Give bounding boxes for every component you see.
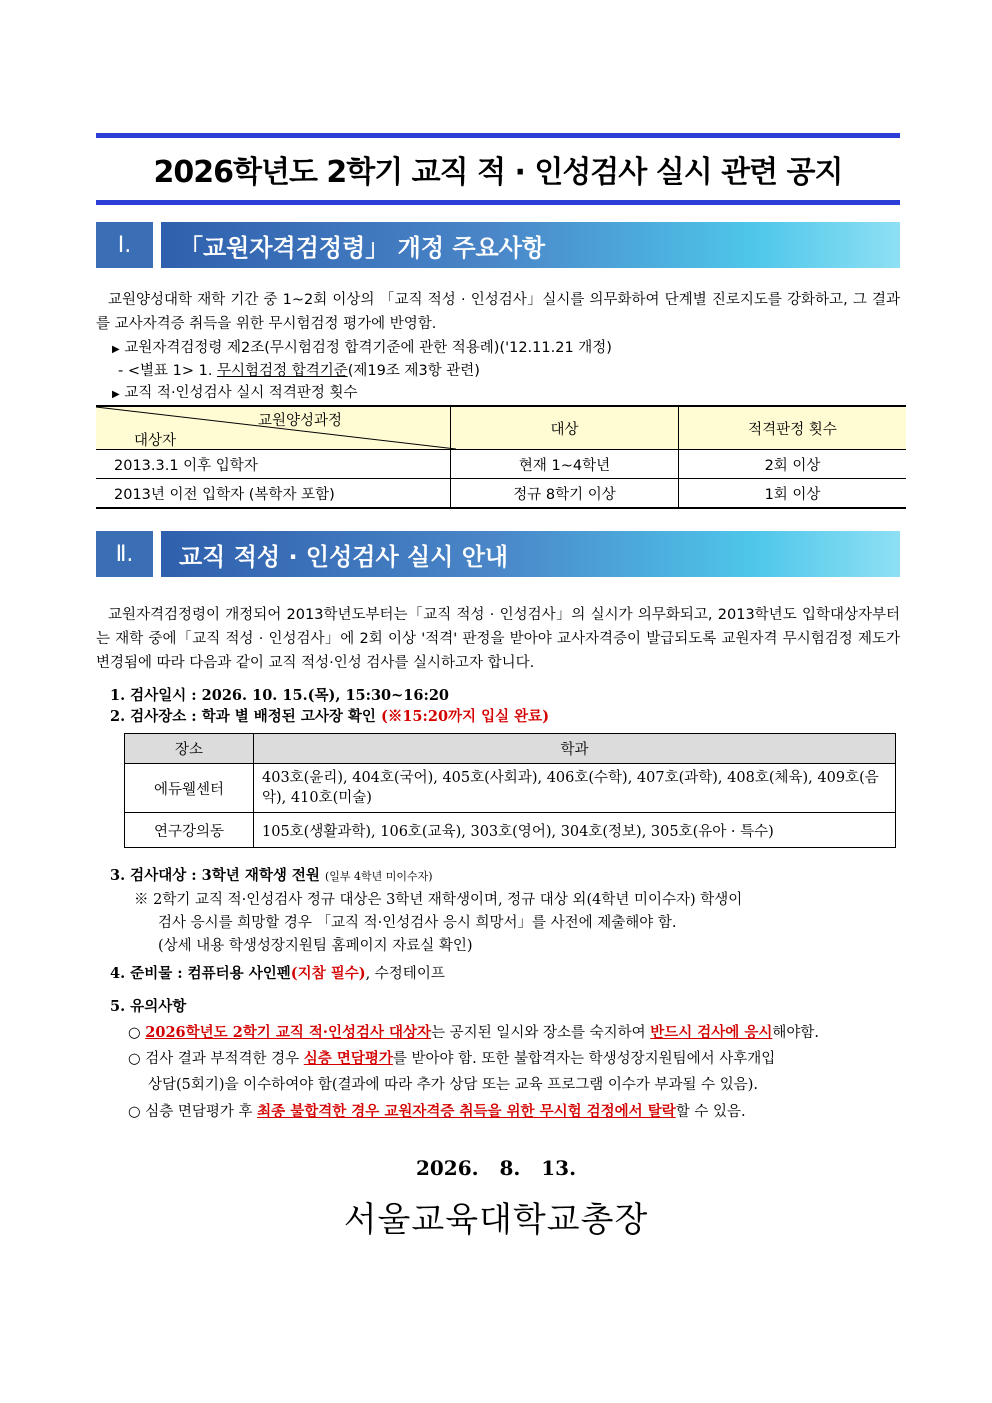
item5-cautions: 5. 유의사항 <box>110 998 187 1015</box>
table-cell: 403호(윤리), 404호(국어), 405호(사회과), 406호(수학), 407호(과학), 408호(체육), 409호(음악), 410호(미술) <box>254 764 896 813</box>
table-corner-cell <box>96 406 451 450</box>
table-cell: 2013년 이전 입학자 (복학자 포함) <box>96 479 451 509</box>
section2-header <box>96 531 900 577</box>
triangle-bullet-icon: ▶ <box>112 344 120 355</box>
header-target: 대상 <box>451 406 679 450</box>
section1-number: Ⅰ. <box>96 222 153 268</box>
item1-schedule: 1. 검사일시 : 2026. 10. 15.(목), 15:30~16:20 <box>110 687 450 704</box>
caution3-b: 할 수 있음. <box>675 1104 746 1120</box>
triangle-bullet-icon: ▶ <box>112 389 120 400</box>
table-cell: 2회 이상 <box>679 450 907 479</box>
section2-title: 교직 적성 · 인성검사 실시 안내 <box>161 531 900 577</box>
table-cell: 105호(생활과학), 106호(교육), 303호(영어), 304호(정보), 305호(유아 · 특수) <box>254 813 896 848</box>
section1-bullet1 <box>112 336 612 357</box>
sub-underline: 무시험검정 합격기준 <box>217 363 348 379</box>
note-line1: ※ 2학기 교직 적·인성검사 정규 대상은 3학년 재학생이며, 정규 대상 외(4학년 미이수자) 학생이 <box>134 892 743 908</box>
item2-red: (※15:20까지 입실 완료) <box>380 708 550 725</box>
item3-main: 3. 검사대상 : 3학년 재학생 전원 <box>110 867 325 884</box>
section2-intro: 교원자격검정령이 개정되어 2013학년도부터는「교직 적성 · 인성검사」의 실시가 의무화되고, 2013학년도 입학대상자부터는 재학 중에「교직 적성 · 인성검사」에 2회 이상 '적격' 판정을 받아야 교사자격증이 발급되도록 교원자격 무시험검정 제도가 변경됨에 따라 다음과 같이 교직 적성·인성 검사를 실시하고자 합니다. <box>96 607 900 671</box>
caution-3 <box>128 1100 746 1121</box>
bullet2-text: 교직 적·인성검사 실시 적격판정 횟수 <box>124 385 358 401</box>
header-count: 적격판정 횟수 <box>679 406 907 450</box>
circle-bullet-icon: ○ <box>128 1104 141 1120</box>
header-place: 장소 <box>125 734 254 764</box>
item4-red: (지참 필수) <box>290 965 366 982</box>
circle-bullet-icon: ○ <box>128 1025 141 1041</box>
section1-sub <box>118 359 480 380</box>
caution1-red: 2026학년도 2학기 교직 적·인성검사 대상자 <box>145 1024 432 1041</box>
item2-main: 2. 검사장소 : 학과 별 배정된 고사장 확인 <box>110 708 381 725</box>
document-date: 2026. 8. 13. <box>415 1156 577 1180</box>
caution-2-line2: 상담(5회기)을 이수하여야 함(결과에 따라 추가 상담 또는 교육 프로그램 이수가 부과될 수 있음). <box>148 1077 759 1093</box>
table-row <box>96 479 906 509</box>
item2-location <box>110 705 549 726</box>
table-cell: 에듀웰센터 <box>125 764 254 813</box>
sub-suffix: (제19조 제3항 관련) <box>347 363 480 379</box>
page-title: 2026학년도 2학기 교직 적 · 인성검사 실시 관련 공지 <box>153 155 843 190</box>
caution2-b: 를 받아야 함. 또한 불합격자는 학생성장지원팀에서 사후개입 <box>392 1051 776 1067</box>
caution1-mid: 는 공지된 일시와 장소를 숙지하여 <box>431 1025 651 1041</box>
title-bar <box>96 133 900 205</box>
caution2-red: 심층 면담평가 <box>303 1050 393 1067</box>
corner-bottom-label: 대상자 <box>134 433 177 449</box>
item3-target <box>110 864 433 885</box>
section1-intro: 교원양성대학 재학 기간 중 1~2회 이상의 「교직 적성 · 인성검사」실시를 의무화하여 단계별 진로지도를 강화하고, 그 결과를 교사자격증 취득을 위한 무시험검정 평가에 반영함. <box>96 292 900 332</box>
caution1-end: 해야함. <box>772 1025 820 1041</box>
location-table <box>124 733 896 848</box>
caution2-a: 검사 결과 부적격한 경우 <box>145 1051 304 1067</box>
table-cell: 정규 8학기 이상 <box>451 479 679 509</box>
table-cell: 1회 이상 <box>679 479 907 509</box>
circle-bullet-icon: ○ <box>128 1051 141 1067</box>
table-row <box>125 764 896 813</box>
table-cell: 2013.3.1 이후 입학자 <box>96 450 451 479</box>
signature: 서울교육대학교총장 <box>343 1200 649 1240</box>
caution1-red2: 반드시 검사에 응시 <box>650 1024 773 1041</box>
corner-top-label: 교원양성과정 <box>258 413 343 429</box>
caution3-red: 최종 불합격한 경우 교원자격증 취득을 위한 무시험 검정에서 탈락 <box>257 1103 676 1120</box>
sub-prefix: - <별표 1> 1. <box>118 363 218 379</box>
header-department: 학과 <box>254 734 896 764</box>
note-line2: 검사 응시를 희망할 경우 「교직 적·인성검사 응시 희망서」를 사전에 제출해야 함. <box>158 915 677 931</box>
table-row <box>96 450 906 479</box>
eligibility-table <box>96 405 906 509</box>
table-cell: 연구강의동 <box>125 813 254 848</box>
table-cell: 현재 1~4학년 <box>451 450 679 479</box>
item4-a: 4. 준비물 : 컴퓨터용 사인펜 <box>110 965 291 982</box>
caution3-a: 심층 면담평가 후 <box>145 1104 258 1120</box>
item3-small: (일부 4학년 미이수자) <box>324 870 433 883</box>
section1-bullet2 <box>112 381 357 402</box>
caution-1 <box>128 1021 819 1042</box>
section2-number: Ⅱ. <box>96 531 153 577</box>
bullet1-text: 교원자격검정령 제2조(무시험검정 합격기준에 관한 적용례)('12.11.21 개정) <box>124 340 612 356</box>
caution-2 <box>128 1047 775 1068</box>
table-row <box>125 813 896 848</box>
item4-b: , 수정테이프 <box>365 966 445 982</box>
item4-supplies <box>110 962 445 983</box>
note-line3: (상세 내용 학생성장지원팀 홈페이지 자료실 확인) <box>158 938 473 954</box>
section1-title: 「교원자격검정령」 개정 주요사항 <box>161 222 900 268</box>
section1-header <box>96 222 900 268</box>
